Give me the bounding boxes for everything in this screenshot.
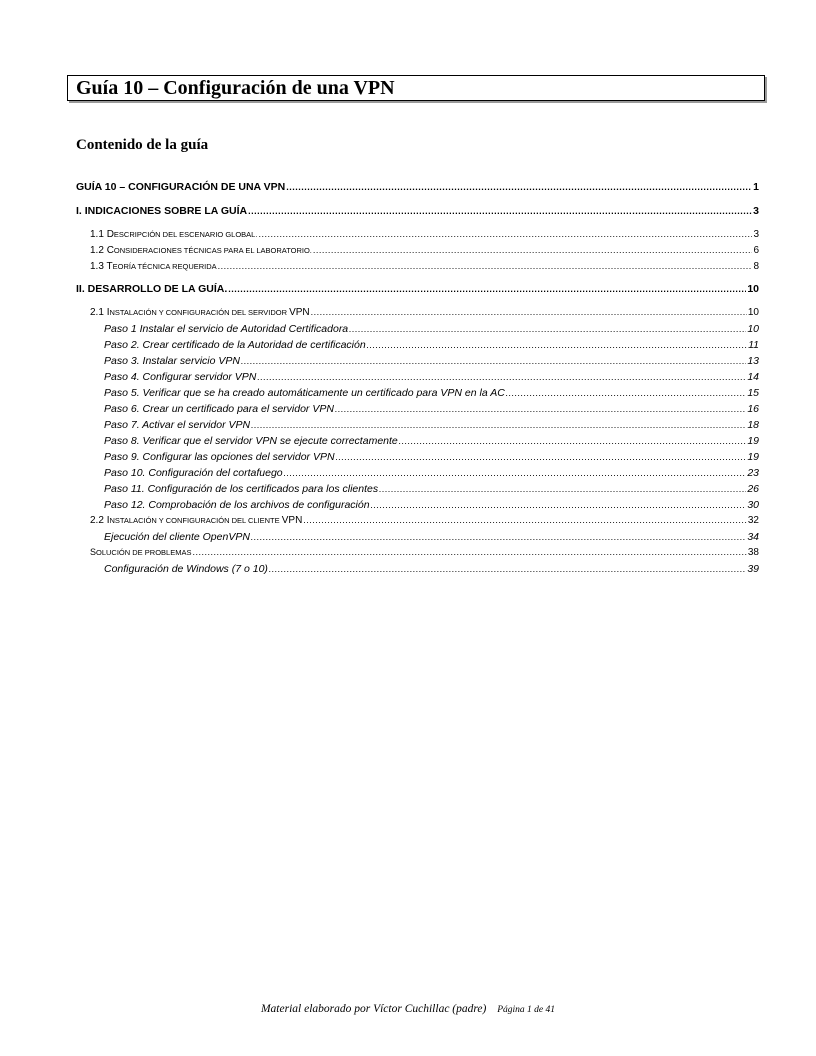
toc-entry-page: 19 — [747, 435, 759, 447]
toc-entry-label: GUÍA 10 – CONFIGURACIÓN DE UNA VPN — [76, 181, 286, 193]
toc-entry-page: 30 — [747, 499, 759, 511]
dot-leader — [336, 452, 747, 462]
dot-leader — [379, 484, 746, 494]
toc-entry-page: 32 — [747, 515, 759, 526]
toc-entry-label: Paso 5. Verificar que se ha creado automáticamente un certificado para VPN en la AC — [104, 387, 505, 399]
dot-leader — [251, 532, 746, 542]
page-footer — [0, 1003, 816, 1015]
toc-entry-page: 6 — [753, 245, 759, 256]
toc-entry-paso-8[interactable] — [76, 435, 759, 451]
dot-leader — [284, 468, 747, 478]
toc-entry-1-2[interactable] — [76, 245, 759, 261]
toc-entry-page: 18 — [747, 419, 759, 431]
toc-entry-label: 2.2 INSTALACIÓN Y CONFIGURACIÓN DEL CLIENTE VPN — [90, 515, 303, 526]
toc-entry-page: 3 — [753, 205, 759, 217]
toc-heading: Contenido de la guía — [76, 137, 209, 153]
toc-entry-paso-11[interactable] — [76, 483, 759, 499]
dot-leader — [399, 436, 747, 446]
toc-entry-label: 1.3 TEORÍA TÉCNICA REQUERIDA — [90, 261, 217, 272]
toc-entry-page: 16 — [747, 403, 759, 415]
toc-entry-paso-7[interactable] — [76, 419, 759, 435]
dot-leader — [258, 229, 752, 239]
toc-entry-guia[interactable] — [76, 181, 759, 195]
toc-entry-1-1[interactable] — [76, 229, 759, 245]
toc-entry-label: Paso 3. Instalar servicio VPN — [104, 355, 240, 367]
toc-entry-solucion[interactable] — [76, 547, 759, 563]
toc-entry-page: 8 — [753, 261, 759, 272]
toc-entry-label: Paso 11. Configuración de los certificados para los clientes — [104, 483, 379, 495]
dot-leader — [303, 515, 747, 525]
toc-entry-2-1[interactable] — [76, 307, 759, 323]
toc-entry-label: 1.1 DESCRIPCIÓN DEL ESCENARIO GLOBAL. — [90, 229, 258, 240]
dot-leader — [251, 420, 746, 430]
toc-entry-label: Ejecución del cliente OpenVPN — [104, 531, 250, 543]
dot-leader — [248, 206, 752, 216]
toc-entry-page: 10 — [747, 323, 759, 335]
toc-entry-desarrollo[interactable] — [76, 283, 759, 297]
toc-entry-label: Paso 8. Verificar que el servidor VPN se ejecute correctamente — [104, 435, 398, 447]
toc-entry-page: 15 — [747, 387, 759, 399]
dot-leader — [269, 564, 746, 574]
dot-leader — [335, 404, 746, 414]
toc-entry-page: 19 — [747, 451, 759, 463]
toc-entry-paso-6[interactable] — [76, 403, 759, 419]
toc-entry-page: 13 — [747, 355, 759, 367]
toc-entry-1-3[interactable] — [76, 261, 759, 277]
toc-entry-page: 23 — [747, 467, 759, 479]
toc-entry-label: I. INDICACIONES SOBRE LA GUÍA — [76, 205, 248, 217]
dot-leader — [192, 547, 746, 557]
toc-entry-page: 3 — [753, 229, 759, 240]
toc-entry-label: Paso 7. Activar el servidor VPN — [104, 419, 251, 431]
footer-page-number: Página 1 de 41 — [497, 1005, 556, 1015]
title-box — [67, 75, 765, 101]
toc-entry-page: 11 — [748, 339, 759, 351]
toc-entry-label: SOLUCIÓN DE PROBLEMAS — [90, 547, 192, 557]
toc-entry-label: Paso 12. Comprobación de los archivos de configuración — [104, 499, 370, 511]
dot-leader — [311, 307, 747, 317]
toc-entry-label: Paso 1 Instalar el servicio de Autoridad Certificadora — [104, 323, 349, 335]
toc-entry-paso-3[interactable] — [76, 355, 759, 371]
dot-leader — [506, 388, 747, 398]
toc-entry-indicaciones[interactable] — [76, 205, 759, 219]
toc-entry-label: 2.1 INSTALACIÓN Y CONFIGURACIÓN DEL SERVIDOR VPN — [90, 307, 310, 318]
toc-entry-label: Paso 9. Configurar las opciones del servidor VPN — [104, 451, 335, 463]
toc-entry-windows[interactable] — [76, 563, 759, 579]
toc-entry-label: Paso 4. Configurar servidor VPN — [104, 371, 257, 383]
table-of-contents — [76, 181, 759, 579]
toc-entry-page: 38 — [747, 547, 759, 558]
toc-entry-page: 1 — [753, 181, 759, 193]
toc-entry-paso-4[interactable] — [76, 371, 759, 387]
dot-leader — [286, 182, 752, 192]
toc-entry-paso-9[interactable] — [76, 451, 759, 467]
toc-entry-page: 26 — [747, 483, 759, 495]
dot-leader — [228, 284, 746, 294]
footer-author: Material elaborado por Víctor Cuchillac (padre) — [260, 1003, 487, 1015]
toc-entry-paso-5[interactable] — [76, 387, 759, 403]
toc-entry-paso-2[interactable] — [76, 339, 759, 355]
toc-entry-label: 1.2 CONSIDERACIONES TÉCNICAS PARA EL LABORATORIO. — [90, 245, 312, 256]
toc-entry-page: 34 — [747, 531, 759, 543]
dot-leader — [218, 261, 753, 271]
toc-entry-page: 10 — [747, 283, 759, 295]
toc-entry-paso-10[interactable] — [76, 467, 759, 483]
toc-entry-page: 10 — [747, 307, 759, 318]
toc-entry-label: II. DESARROLLO DE LA GUÍA. — [76, 283, 228, 295]
toc-entry-page: 14 — [747, 371, 759, 383]
toc-entry-page: 39 — [747, 563, 759, 575]
dot-leader — [349, 324, 746, 334]
toc-entry-ejecucion-cliente[interactable] — [76, 531, 759, 547]
dot-leader — [257, 372, 746, 382]
toc-entry-label: Configuración de Windows (7 o 10) — [104, 563, 268, 575]
toc-entry-label: Paso 6. Crear un certificado para el servidor VPN — [104, 403, 334, 415]
dot-leader — [367, 340, 747, 350]
toc-entry-label: Paso 10. Configuración del cortafuego — [104, 467, 283, 479]
toc-entry-paso-1[interactable] — [76, 323, 759, 339]
toc-entry-label: Paso 2. Crear certificado de la Autoridad de certificación — [104, 339, 366, 351]
toc-entry-paso-12[interactable] — [76, 499, 759, 515]
dot-leader — [313, 245, 753, 255]
toc-entry-2-2[interactable] — [76, 515, 759, 531]
dot-leader — [241, 356, 746, 366]
dot-leader — [371, 500, 747, 510]
page-title: Guía 10 – Configuración de una VPN — [76, 77, 395, 99]
